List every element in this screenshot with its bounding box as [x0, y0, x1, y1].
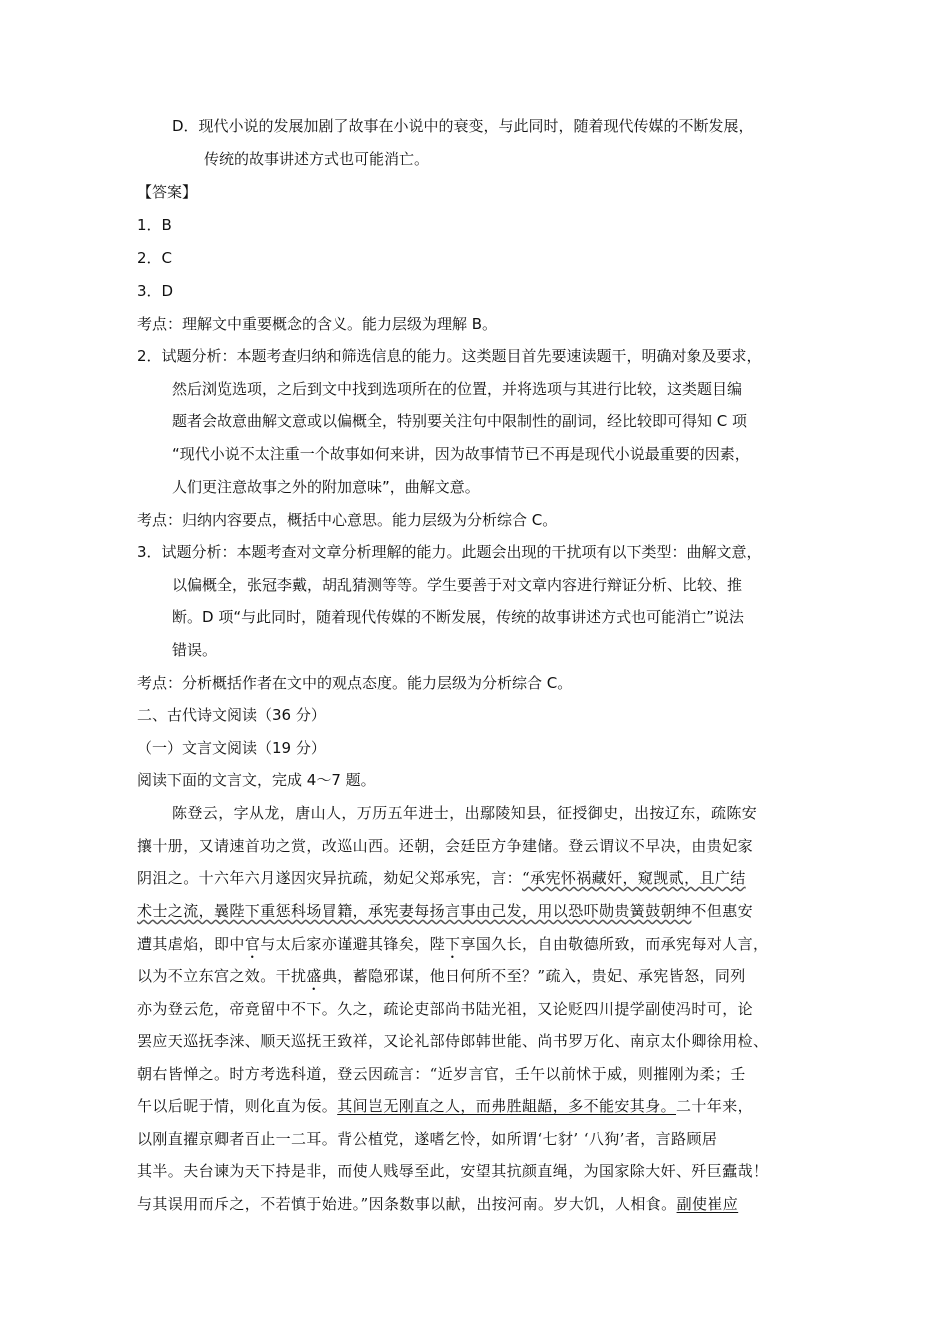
passage-text: 享国久长，自由敬德所致，而承宪每对人言，	[460, 935, 769, 953]
analysis-2-line1: 2．试题分析：本题考查归纳和筛选信息的能力。这类题目首先要速读题干，明确对象及要求，	[137, 347, 762, 365]
emphasized-char: 盛	[306, 967, 322, 985]
answer-2: 2．C	[137, 249, 173, 267]
passage-line	[137, 1096, 753, 1116]
answer-1: 1．B	[137, 216, 172, 234]
passage-line	[137, 868, 746, 888]
analysis-2-line2: 然后浏览选项，之后到文中找到选项所在的位置，并将选项与其进行比较，这类题目编	[172, 380, 743, 398]
analysis-2-line3: 题者会故意曲解文意或以偏概全，特别要关注句中限制性的副词，经比较即可得知 C 项	[172, 412, 748, 430]
instruction: 阅读下面的文言文，完成 4～7 题。	[137, 771, 376, 789]
passage-line: 罢应天巡抚李涞、顺天巡抚王致祥，又论礼部侍郎韩世能、尚书罗万化、南京太仆卿徐用检、	[137, 1032, 769, 1050]
passage-text: 不但惠安	[691, 902, 754, 920]
passage-line	[137, 966, 746, 994]
kaodian-3: 考点：分析概括作者在文中的观点态度。能力层级为分析综合 C。	[137, 674, 573, 692]
emphasized-char: 官	[244, 935, 261, 953]
passage-text: 以为不立东宫之效。干扰	[137, 967, 307, 985]
emphasized-char: 下	[445, 935, 461, 953]
passage-line: 其半。夫台谏为天下持是非，而使人贱辱至此，安望其抗颜直绳，为国家除大奸、歼巨蠹哉！	[137, 1162, 769, 1180]
answer-3: 3．D	[137, 282, 174, 300]
analysis-3-line1: 3．试题分析：本题考查对文章分析理解的能力。此题会出现的干扰项有以下类型：曲解文意，	[137, 543, 762, 561]
underlined-sentence: 其间岂无刚直之人，而弗胜龃龉，多不能安其身。	[337, 1097, 677, 1115]
passage-text: 阴沮之。十六年六月遂因灾异抗疏，劾妃父郑承宪，言：	[137, 869, 523, 887]
option-d-line2: 传统的故事讲述方式也可能消亡。	[204, 150, 430, 168]
passage-line: 亦为登云危，帝竟留中不下。久之，疏论吏部尚书陆光祖，又论贬四川提学副使冯时可，论	[137, 1000, 754, 1018]
passage-line: 陈登云，字从龙，唐山人，万历五年进士，出鄢陵知县，征授御史，出按辽东，疏陈安	[172, 804, 758, 822]
analysis-3-line4: 错误。	[172, 641, 218, 659]
passage-line	[137, 1194, 738, 1214]
passage-line: 攘十册，又请速首功之赏，改巡山西。还朝，会廷臣方争建储。登云谓议不早决，由贵妃家	[137, 837, 754, 855]
wavy-underlined-text: “承宪怀祸藏奸，窥觊贰，且广结	[522, 869, 746, 887]
passage-text: 二十年来，	[676, 1097, 754, 1115]
passage-text: 典，蓄隐邪谋，他日何所不至？”疏入，贵妃、承宪皆怒，同列	[321, 967, 746, 985]
passage-line	[137, 901, 753, 921]
passage-text: 午以后昵于情，则化直为佞。	[137, 1097, 338, 1115]
analysis-2-line4: “现代小说不太注重一个故事如何来讲，因为故事情节已不再是现代小说最重要的因素，	[172, 445, 750, 463]
passage-text: 遭其虐焰，即中	[137, 935, 245, 953]
passage-text: 与其误用而斥之，不若慎于始进。”因条数事以献，出按河南。岁大饥，人相食。	[137, 1195, 677, 1213]
kaodian-1: 考点：理解文中重要概念的含义。能力层级为理解 B。	[137, 315, 498, 333]
passage-line: 朝右皆惮之。时方考选科道，登云因疏言：“近岁言官，壬午以前怵于威，则摧刚为柔；壬	[137, 1065, 746, 1083]
underlined-sentence: 副使崔应	[676, 1195, 739, 1213]
section-heading: 二、古代诗文阅读（36 分）	[137, 706, 326, 724]
wavy-underlined-text: 术士之流，曩陛下重惩科场冒籍，承宪妻每扬言事由己发，用以恐吓勋贵簧鼓朝绅	[137, 902, 692, 920]
passage-line	[137, 934, 768, 962]
answer-header: 【答案】	[137, 183, 198, 201]
passage-line: 以刚直擢京卿者百止一二耳。背公植党，遂嗜乞怜，如所谓‘七豺’ ‘八狗’者，言路顾居	[137, 1130, 718, 1148]
analysis-3-line2: 以偏概全，张冠李戴，胡乱猜测等等。学生要善于对文章内容进行辩证分析、比较、推	[172, 576, 743, 594]
subsection-heading: （一）文言文阅读（19 分）	[137, 739, 326, 757]
analysis-2-line5: 人们更注意故事之外的附加意味”，曲解文意。	[172, 478, 480, 496]
passage-text: 与太后家亦谨避其锋矣，陛	[260, 935, 446, 953]
analysis-3-line3: 断。D 项“与此同时，随着现代传媒的不断发展，传统的故事讲述方式也可能消亡”说法	[172, 608, 744, 626]
kaodian-2: 考点：归纳内容要点，概括中心意思。能力层级为分析综合 C。	[137, 511, 558, 529]
option-d-line1: D．现代小说的发展加剧了故事在小说中的衰变，与此同时，随着现代传媒的不断发展，	[172, 117, 754, 135]
